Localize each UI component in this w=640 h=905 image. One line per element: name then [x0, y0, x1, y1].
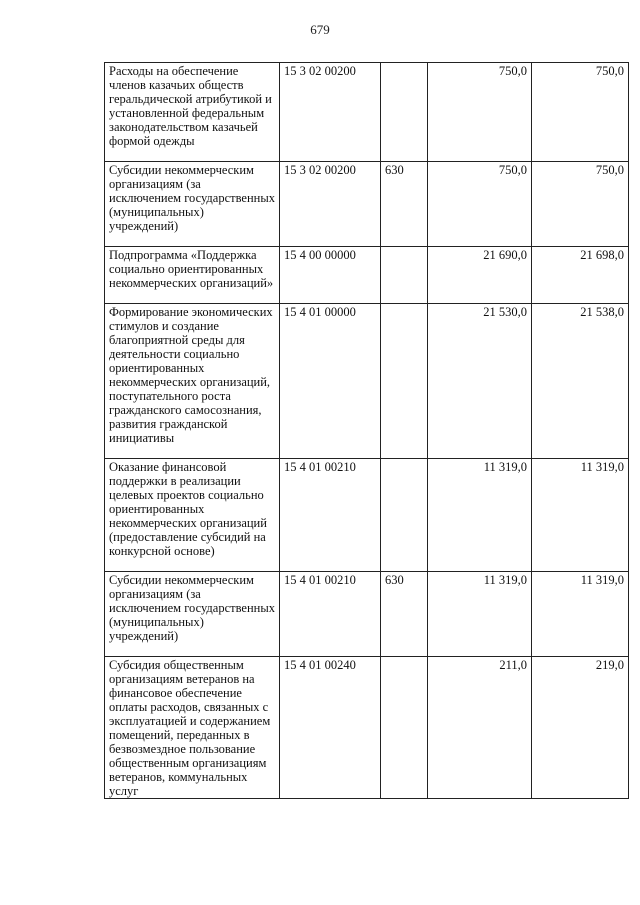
row-code: 15 4 01 00210	[280, 572, 381, 657]
table-row	[105, 459, 629, 572]
row-value-2: 219,0	[532, 657, 629, 799]
row-name: Субсидии некоммерческим организациям (за исключением государственных (муниципальных) учреждений)	[105, 162, 280, 247]
row-value-1: 11 319,0	[428, 572, 532, 657]
row-code: 15 4 01 00000	[280, 304, 381, 459]
row-name: Формирование экономических стимулов и создание благоприятной среды для деятельности социально ориентированных некоммерческих организаций, поступательного роста гражданского самосознания, развития гражданской инициативы	[105, 304, 280, 459]
row-value-1: 211,0	[428, 657, 532, 799]
table-row	[105, 247, 629, 304]
row-expense-type	[381, 459, 428, 572]
row-code: 15 3 02 00200	[280, 63, 381, 162]
page-number: 679	[310, 22, 330, 37]
row-name: Субсидии некоммерческим организациям (за исключением государственных (муниципальных) учреждений)	[105, 572, 280, 657]
row-value-1: 11 319,0	[428, 459, 532, 572]
table-row	[105, 162, 629, 247]
row-value-2: 11 319,0	[532, 572, 629, 657]
table-row	[105, 304, 629, 459]
row-value-1: 21 530,0	[428, 304, 532, 459]
row-value-2: 21 538,0	[532, 304, 629, 459]
row-code: 15 4 01 00240	[280, 657, 381, 799]
table-row	[105, 63, 629, 162]
row-value-2: 750,0	[532, 63, 629, 162]
row-name: Подпрограмма «Поддержка социально ориентированных некоммерческих организаций»	[105, 247, 280, 304]
row-code: 15 3 02 00200	[280, 162, 381, 247]
table-row	[105, 657, 629, 799]
row-expense-type	[381, 63, 428, 162]
row-value-2: 750,0	[532, 162, 629, 247]
row-expense-type	[381, 247, 428, 304]
row-value-2: 11 319,0	[532, 459, 629, 572]
table-row	[105, 572, 629, 657]
budget-table	[104, 62, 629, 799]
row-code: 15 4 00 00000	[280, 247, 381, 304]
row-expense-type: 630	[381, 162, 428, 247]
row-name: Оказание финансовой поддержки в реализации целевых проектов социально ориентированных некоммерческих организаций (предоставление субсидий на конкурсной основе)	[105, 459, 280, 572]
row-expense-type: 630	[381, 572, 428, 657]
row-expense-type	[381, 304, 428, 459]
row-value-2: 21 698,0	[532, 247, 629, 304]
row-code: 15 4 01 00210	[280, 459, 381, 572]
row-name: Субсидия общественным организациям ветеранов на финансовое обеспечение оплаты расходов, связанных с эксплуатацией и содержанием помещений, переданных в безвозмездное пользование общественным организациям ветеранов, коммунальных услуг	[105, 657, 280, 799]
row-value-1: 750,0	[428, 63, 532, 162]
row-name: Расходы на обеспечение членов казачьих обществ геральдической атрибутикой и установленной федеральным законодательством казачьей формой одежды	[105, 63, 280, 162]
row-value-1: 750,0	[428, 162, 532, 247]
row-value-1: 21 690,0	[428, 247, 532, 304]
row-expense-type	[381, 657, 428, 799]
